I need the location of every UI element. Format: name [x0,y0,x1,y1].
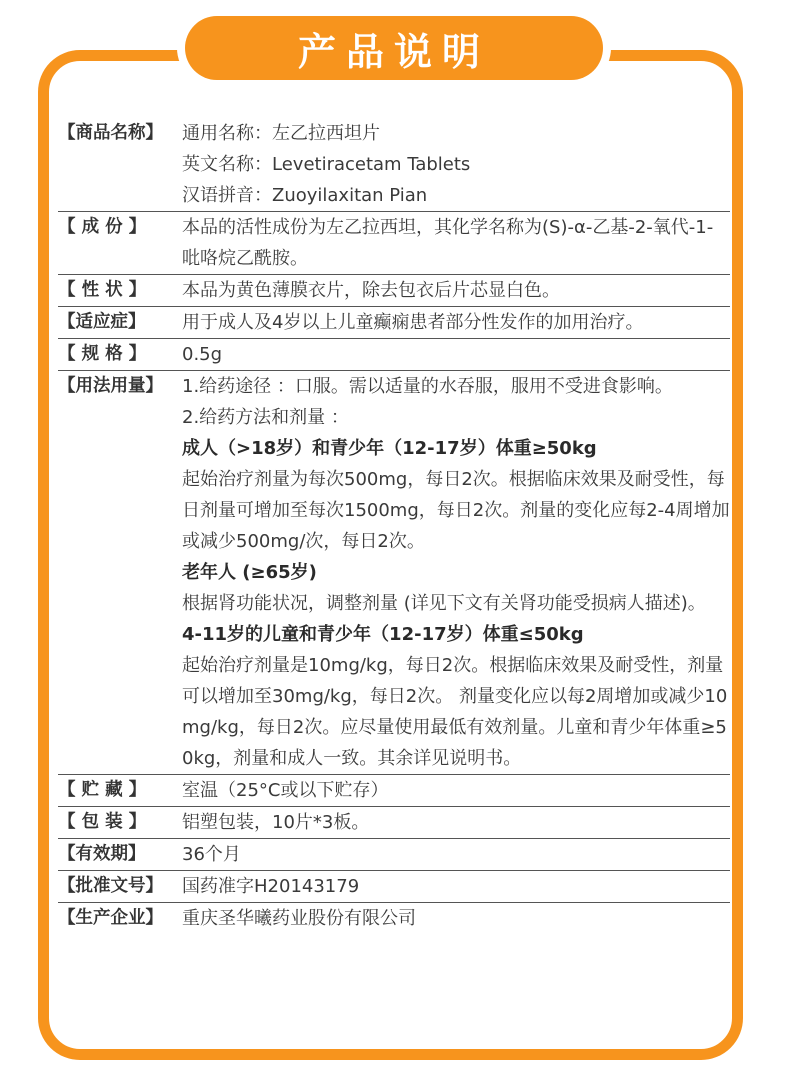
row-approval [58,871,730,903]
adult-heading: 成人（>18岁）和青少年（12-17岁）体重≥50kg [182,438,597,459]
product-info-table [58,118,730,934]
value-manufacturer: 重庆圣华曦药业股份有限公司 [182,908,416,929]
row-usage [58,371,730,775]
label-validity: 【有效期】 [58,844,146,864]
row-character [58,275,730,307]
elderly-text: 根据肾功能状况，调整剂量 (详见下文有关肾功能受损病人描述)。 [182,593,706,614]
row-spec [58,339,730,371]
child-heading: 4-11岁的儿童和青少年（12-17岁）体重≤50kg [182,624,584,645]
row-indications [58,307,730,339]
child-text: 起始治疗剂量是10mg/kg，每日2次。根据临床效果及耐受性，剂量可以增加至30mg/kg，每日2次。 剂量变化应以每2周增加或减少10mg/kg，每日2次。应尽量使用最低有效剂量。儿童和青少年体重≥50kg，剂量和成人一致。其余详见说明书。 [182,655,728,769]
elderly-heading: 老年人 (≥65岁) [182,562,317,583]
value-validity: 36个月 [182,844,241,865]
generic-name: 通用名称：左乙拉西坦片 [182,123,380,144]
title-banner [177,8,611,88]
row-product-name [58,118,730,212]
label-manufacturer: 【生产企业】 [58,908,163,928]
label-usage: 【用法用量】 [58,376,163,396]
pinyin-name: 汉语拼音：Zuoyilaxitan Pian [182,185,428,206]
value-character: 本品为黄色薄膜衣片，除去包衣后片芯显白色。 [182,280,560,301]
label-character: 【 性 状 】 [58,280,147,300]
ingredients-text: 本品的活性成份为左乙拉西坦，其化学名称为(S)-α-乙基-2-氧代-1-吡咯烷乙酰胺。 [182,217,714,269]
english-name: 英文名称：Levetiracetam Tablets [182,154,471,175]
row-ingredients [58,212,730,275]
usage-route: 1.给药途径 ：口服。需以适量的水吞服，服用不受进食影响。 [182,376,673,397]
row-validity [58,839,730,871]
usage-method: 2.给药方法和剂量 ： [182,407,349,428]
label-package: 【 包 装 】 [58,812,147,832]
label-approval: 【批准文号】 [58,876,163,896]
value-product-name [182,118,730,211]
value-package: 铝塑包装，10片*3板。 [182,812,370,833]
row-storage [58,775,730,807]
value-approval: 国药准字H20143179 [182,876,360,897]
label-indications: 【适应症】 [58,312,146,332]
value-storage: 室温（25°C或以下贮存） [182,780,389,801]
value-ingredients [182,212,730,274]
label-product-name: 【商品名称】 [58,123,163,143]
label-spec: 【 规 格 】 [58,344,147,364]
value-spec: 0.5g [182,344,223,365]
value-usage [182,371,730,774]
row-manufacturer [58,903,730,934]
value-indications: 用于成人及4岁以上儿童癫痫患者部分性发作的加用治疗。 [182,312,644,333]
label-storage: 【 贮 藏 】 [58,780,147,800]
label-ingredients: 【 成 份 】 [58,217,147,237]
page-title: 产品说明 [185,16,603,80]
adult-text: 起始治疗剂量为每次500mg，每日2次。根据临床效果及耐受性，每日剂量可增加至每次1500mg，每日2次。剂量的变化应每2-4周增加或减少500mg/次，每日2次。 [182,469,730,552]
row-package [58,807,730,839]
